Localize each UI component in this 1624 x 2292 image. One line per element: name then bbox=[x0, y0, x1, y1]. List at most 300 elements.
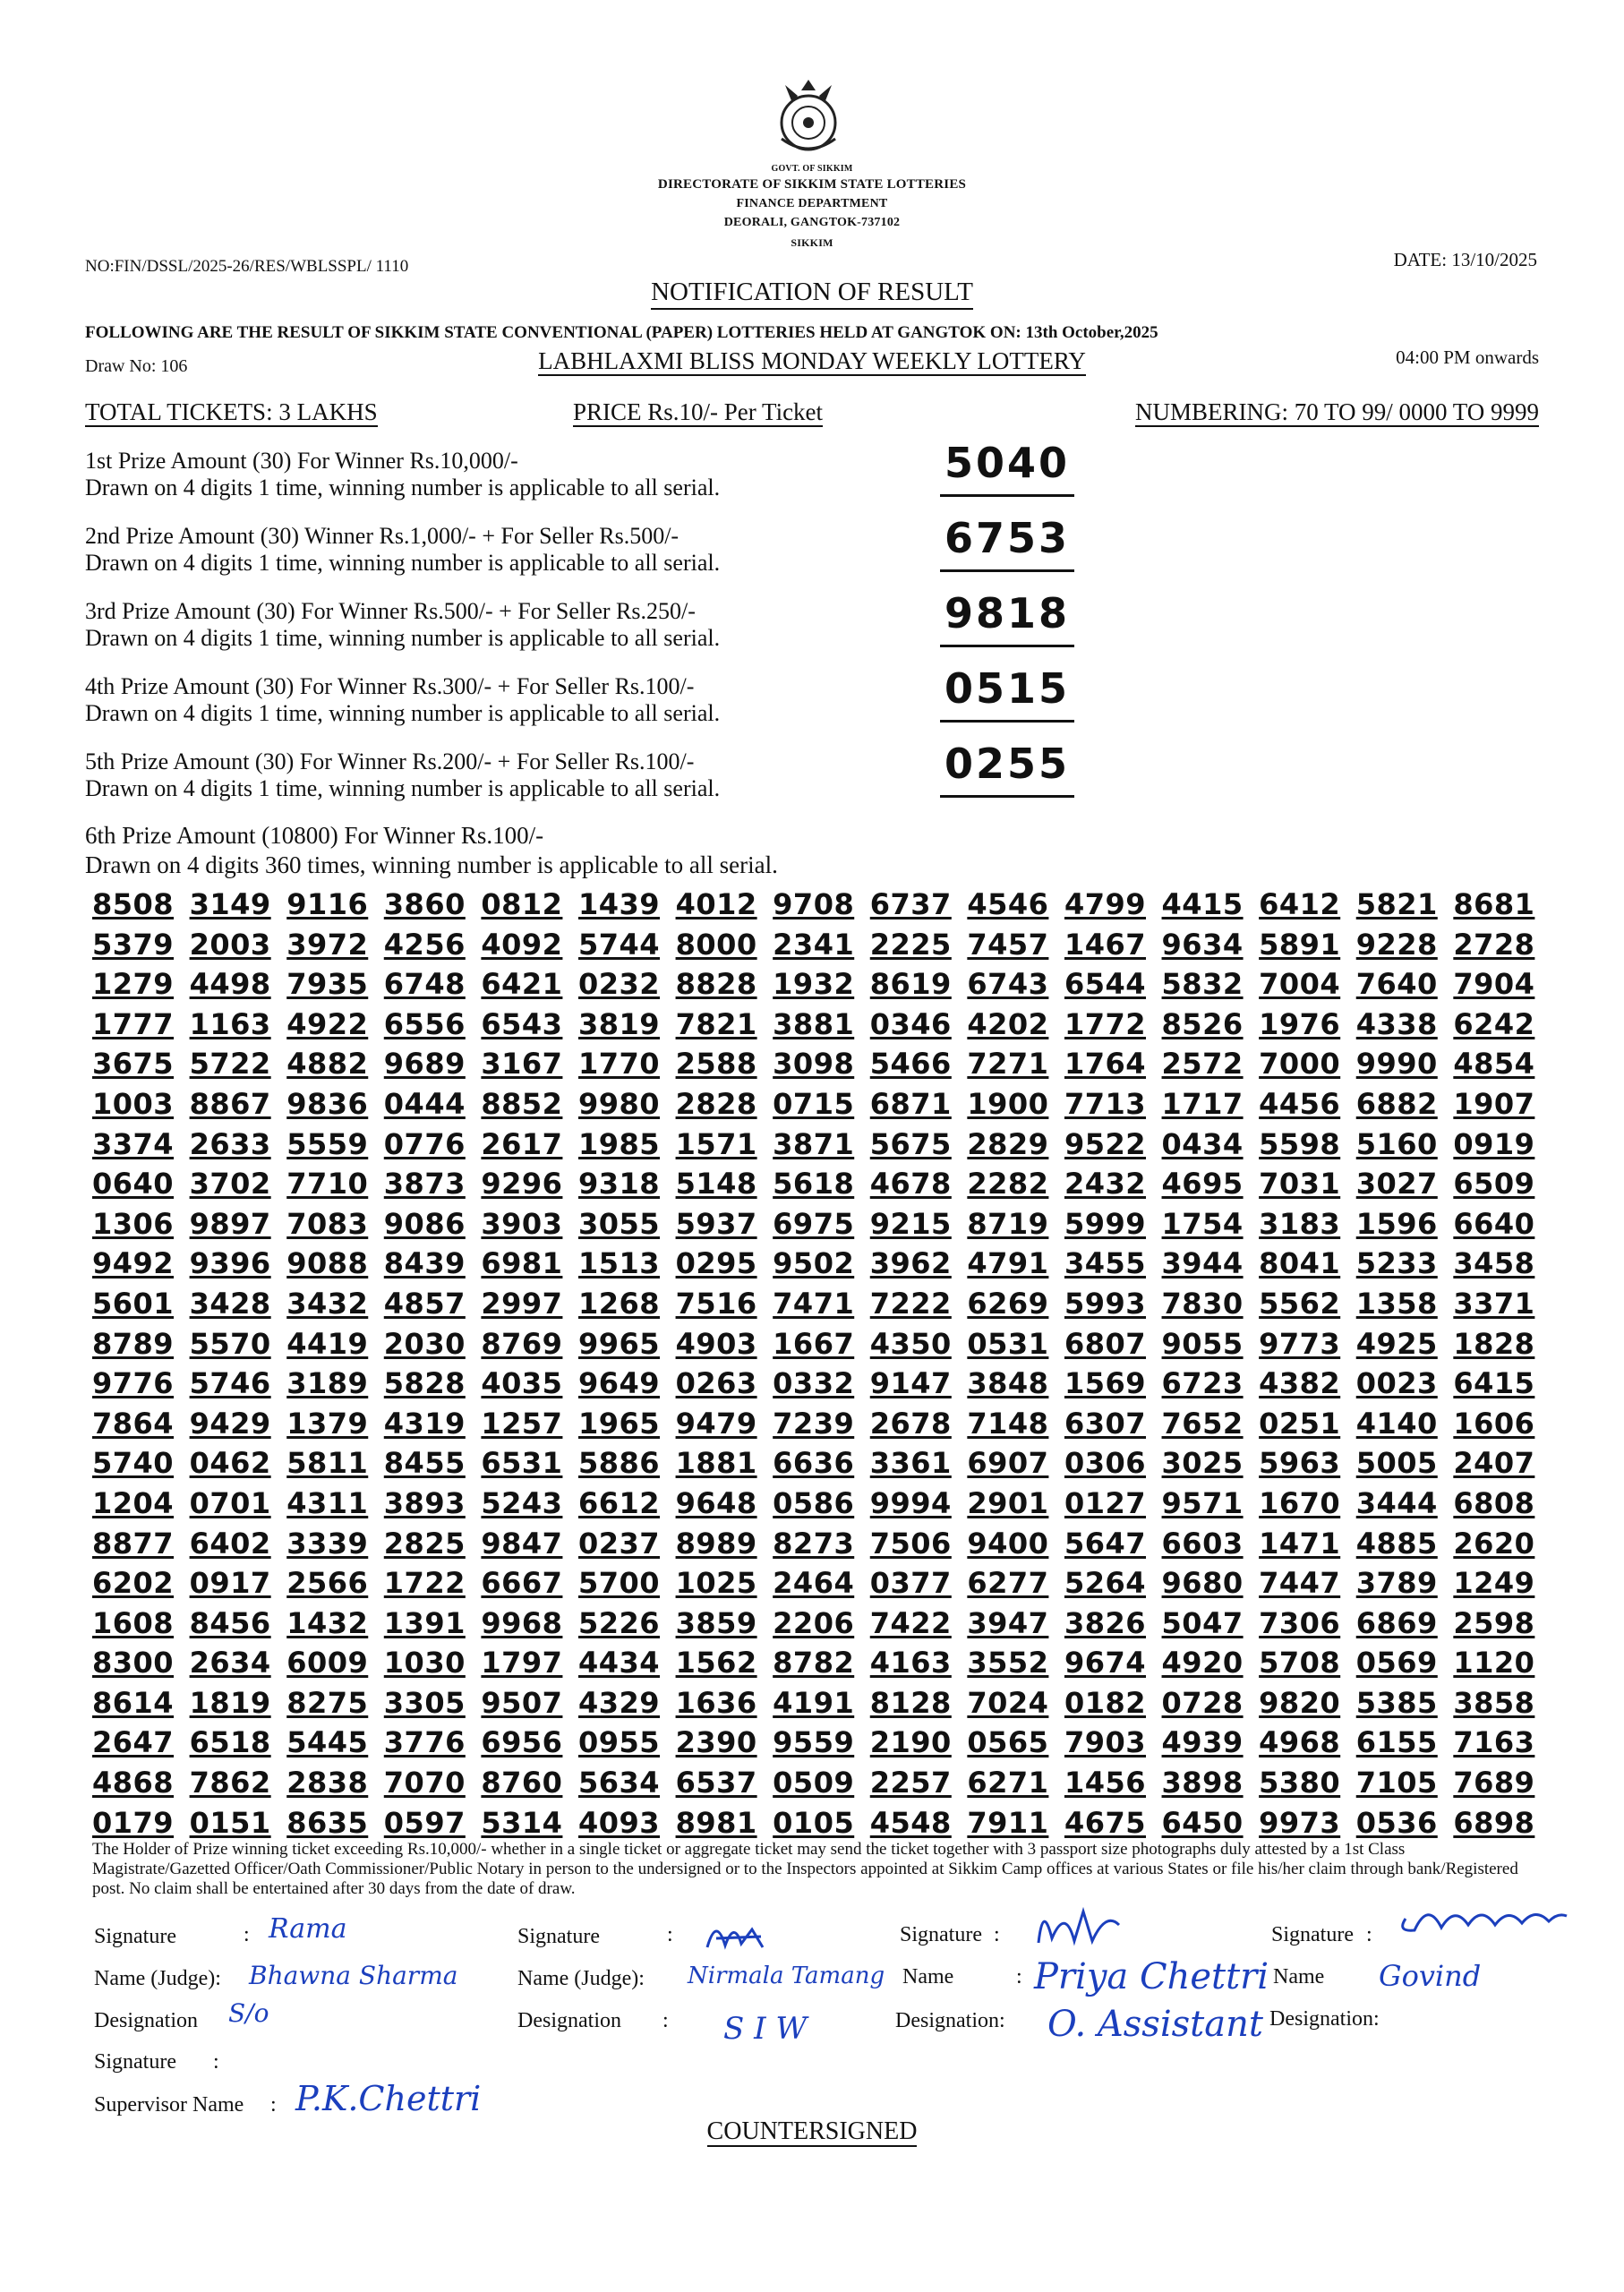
prize-6-number: 4925 bbox=[1355, 1326, 1438, 1361]
prize-2-amount: 2nd Prize Amount (30) Winner Rs.1,000/- + For Seller Rs.500/- bbox=[85, 523, 680, 549]
prize-row-4 bbox=[85, 664, 1088, 745]
prize-6-number: 6603 bbox=[1161, 1526, 1244, 1561]
prize-6-number: 6737 bbox=[869, 887, 952, 921]
prize-6-number: 5562 bbox=[1259, 1286, 1341, 1321]
prize-6-number: 6242 bbox=[1453, 1006, 1535, 1041]
prize-6-number: 7447 bbox=[1259, 1566, 1341, 1601]
prize-6-number: 1754 bbox=[1161, 1206, 1244, 1241]
prize-6-number: 6271 bbox=[967, 1766, 1049, 1800]
prize-6-number: 2997 bbox=[481, 1286, 563, 1321]
prize-6-number: 4092 bbox=[481, 927, 563, 962]
prize-6-number: 4338 bbox=[1355, 1006, 1438, 1041]
prize-6-number: 6612 bbox=[577, 1485, 661, 1520]
name1-signature: Bhawna Sharma bbox=[249, 1961, 458, 1990]
prize-2-rule: Drawn on 4 digits 1 time, winning number is applicable to all serial. bbox=[85, 550, 721, 576]
prize-6-number: 9897 bbox=[189, 1206, 271, 1241]
desig-col2-signature: S I W bbox=[723, 2011, 808, 2047]
prize-6-number: 5744 bbox=[577, 927, 661, 962]
prize-6-number: 7004 bbox=[1259, 967, 1341, 1002]
prize-6-number: 6748 bbox=[383, 967, 466, 1002]
prize-6-number: 7689 bbox=[1453, 1766, 1535, 1800]
prize-6-number: 9994 bbox=[869, 1485, 952, 1520]
prize-6-number: 1163 bbox=[189, 1006, 271, 1041]
prize-6-number: 4350 bbox=[869, 1326, 952, 1361]
prize-6-number: 2617 bbox=[481, 1126, 563, 1161]
prize-6-number: 4695 bbox=[1161, 1167, 1244, 1202]
prize-6-number: 8769 bbox=[481, 1326, 563, 1361]
prize-6-number: 4163 bbox=[869, 1646, 952, 1681]
prize-6-number: 0151 bbox=[189, 1805, 271, 1840]
prize-6-number: 6882 bbox=[1355, 1086, 1438, 1121]
prize-6-number: 2825 bbox=[383, 1526, 466, 1561]
prize-6-number: 0263 bbox=[675, 1366, 757, 1401]
prize-6-number: 6898 bbox=[1453, 1805, 1535, 1840]
prize-6-number: 0444 bbox=[383, 1086, 466, 1121]
prize-5-number: 0255 bbox=[940, 740, 1074, 798]
sig1-label: Signature bbox=[94, 1925, 176, 1948]
prize-6-number: 8041 bbox=[1259, 1246, 1341, 1281]
prize-6-number: 5047 bbox=[1161, 1605, 1244, 1640]
prize-6-number: 1596 bbox=[1355, 1206, 1438, 1241]
prize-6-number: 4256 bbox=[383, 927, 466, 962]
prize-6-number: 5264 bbox=[1064, 1566, 1146, 1601]
prize-6-number: 7516 bbox=[675, 1286, 757, 1321]
prize-6-number: 1358 bbox=[1355, 1286, 1438, 1321]
prize-6-number: 2901 bbox=[967, 1485, 1049, 1520]
prize-6-number: 2634 bbox=[189, 1646, 271, 1681]
numbering-text: NUMBERING: 70 TO 99/ 0000 TO 9999 bbox=[1134, 398, 1539, 425]
prize-6-number: 0251 bbox=[1259, 1406, 1341, 1441]
prize-6-number: 2257 bbox=[869, 1766, 952, 1800]
prize-6-number: 8852 bbox=[481, 1086, 563, 1121]
prize-6-number: 6509 bbox=[1453, 1167, 1535, 1202]
prize-6-number: 1777 bbox=[92, 1006, 175, 1041]
prize-3-number: 9818 bbox=[940, 589, 1074, 647]
prize-6-number: 1306 bbox=[92, 1206, 175, 1241]
prize-row-2 bbox=[85, 514, 1088, 594]
prize-6-number: 2432 bbox=[1064, 1167, 1146, 1202]
state-emblem-icon bbox=[765, 76, 851, 162]
prize-6-number: 9820 bbox=[1259, 1685, 1341, 1720]
prize-6-number: 7239 bbox=[773, 1406, 855, 1441]
prize-6-number: 4140 bbox=[1355, 1406, 1438, 1441]
claim-footnote: The Holder of Prize winning ticket exceeding Rs.10,000/- whether in a single ticket or aggregate ticket may send the ticket together with 3 passport size photographs duly attested by a 1st Class Magistrate/Gazetted Officer/Oath Commissioner/Public Notary in person to the undersigned or to the Inspectors appointed at Sikkim Camp offices at various States or file his/her claim through bank/Registered post. No claim shall be entertained after 30 days from the date of draw. bbox=[92, 1840, 1518, 1898]
prize-6-number: 5380 bbox=[1259, 1766, 1341, 1800]
prize-6-number: 1204 bbox=[92, 1485, 175, 1520]
prize-6-number: 9968 bbox=[481, 1605, 563, 1640]
prize-6-number: 5937 bbox=[675, 1206, 757, 1241]
prize-6-number: 9634 bbox=[1161, 927, 1244, 962]
prize-6-number: 7070 bbox=[383, 1766, 466, 1800]
prize-6-number: 5821 bbox=[1355, 887, 1438, 921]
prize-6-number: 2464 bbox=[773, 1566, 855, 1601]
desig1-signature: S/o bbox=[228, 1998, 269, 2028]
prize-6-number: 3183 bbox=[1259, 1206, 1341, 1241]
name-col2-signature: Nirmala Tamang bbox=[688, 1963, 885, 1989]
prize-6-number: 7652 bbox=[1161, 1406, 1244, 1441]
prize-6-number: 7935 bbox=[286, 967, 369, 1002]
prize-6-number: 9990 bbox=[1355, 1047, 1438, 1082]
prize-6-number: 5005 bbox=[1355, 1446, 1438, 1481]
prize-6-number: 0597 bbox=[383, 1805, 466, 1840]
prize-6-number: 3305 bbox=[383, 1685, 466, 1720]
prize-6-number: 3819 bbox=[577, 1006, 661, 1041]
prize-6-number: 8760 bbox=[481, 1766, 563, 1800]
prize-6-number: 6531 bbox=[481, 1446, 563, 1481]
prize-6-number: 4882 bbox=[286, 1047, 369, 1082]
prize-6-number: 4791 bbox=[967, 1246, 1049, 1281]
prize-6-number: 5746 bbox=[189, 1366, 271, 1401]
prize-6-number: 9228 bbox=[1355, 927, 1438, 962]
prize-6-number: 4498 bbox=[189, 967, 271, 1002]
prize-6-number: 4922 bbox=[286, 1006, 369, 1041]
prize-6-number: 2647 bbox=[92, 1725, 175, 1760]
prize-6-number: 7105 bbox=[1355, 1766, 1438, 1800]
prize-6-number: 0434 bbox=[1161, 1126, 1244, 1161]
prize-6-number: 5314 bbox=[481, 1805, 563, 1840]
prize-6-number: 6518 bbox=[189, 1725, 271, 1760]
prize-6-number: 9502 bbox=[773, 1246, 855, 1281]
prize-6-number: 8273 bbox=[773, 1526, 855, 1561]
prize-6-number: 5385 bbox=[1355, 1685, 1438, 1720]
prize-6-number: 8526 bbox=[1161, 1006, 1244, 1041]
prize-6-number: 9086 bbox=[383, 1206, 466, 1241]
draw-number: Draw No: 106 bbox=[85, 356, 188, 376]
prize-5-amount: 5th Prize Amount (30) For Winner Rs.200/- + For Seller Rs.100/- bbox=[85, 748, 695, 774]
prize-6-number: 2390 bbox=[675, 1725, 757, 1760]
prize-6-number: 5993 bbox=[1064, 1286, 1146, 1321]
prize-6-number: 3361 bbox=[869, 1446, 952, 1481]
prize-6-number: 2190 bbox=[869, 1725, 952, 1760]
prize-4-amount: 4th Prize Amount (30) For Winner Rs.300/- + For Seller Rs.100/- bbox=[85, 673, 695, 699]
prize-6-number: 1249 bbox=[1453, 1566, 1535, 1601]
prize-6-number: 6871 bbox=[869, 1086, 952, 1121]
prize-6-number: 3189 bbox=[286, 1366, 369, 1401]
prize-6-number: 1900 bbox=[967, 1086, 1049, 1121]
prize-6-number: 8455 bbox=[383, 1446, 466, 1481]
prize-6-number: 1456 bbox=[1064, 1766, 1146, 1800]
prize-6-number: 1606 bbox=[1453, 1406, 1535, 1441]
prize-6-number: 6202 bbox=[92, 1566, 175, 1601]
prize-6-number: 3025 bbox=[1161, 1446, 1244, 1481]
prize-6-number: 3776 bbox=[383, 1725, 466, 1760]
prize-6-number: 0509 bbox=[773, 1766, 855, 1800]
prize-6-number: 1120 bbox=[1453, 1646, 1535, 1681]
prize-6-number: 6640 bbox=[1453, 1206, 1535, 1241]
prize-6-number: 5226 bbox=[577, 1605, 661, 1640]
directorate-line: DIRECTORATE OF SIKKIM STATE LOTTERIES bbox=[657, 177, 967, 192]
prize-1-number: 5040 bbox=[940, 439, 1074, 497]
prize-6-number: 9649 bbox=[577, 1366, 661, 1401]
prize-6-number: 9680 bbox=[1161, 1566, 1244, 1601]
prize-6-number: 9492 bbox=[92, 1246, 175, 1281]
prize-6-number: 7271 bbox=[967, 1047, 1049, 1082]
prize-6-number: 2678 bbox=[869, 1406, 952, 1441]
prize-6-number: 8439 bbox=[383, 1246, 466, 1281]
prize-6-number: 2225 bbox=[869, 927, 952, 962]
reference-number: NO:FIN/DSSL/2025-26/RES/WBLSSPL/ 1110 bbox=[85, 257, 409, 276]
sig-col2-label: Signature bbox=[517, 1925, 600, 1948]
prize-6-number: 1569 bbox=[1064, 1366, 1146, 1401]
prize-6-number: 0536 bbox=[1355, 1805, 1438, 1840]
prize-6-number: 9522 bbox=[1064, 1126, 1146, 1161]
prize-6-number: 6155 bbox=[1355, 1725, 1438, 1760]
prize-6-number: 9396 bbox=[189, 1246, 271, 1281]
prize-6-number: 5828 bbox=[383, 1366, 466, 1401]
prize-6-number: 1667 bbox=[773, 1326, 855, 1361]
prize-6-number: 0295 bbox=[675, 1246, 757, 1281]
prize-6-number: 7710 bbox=[286, 1167, 369, 1202]
prize-6-number: 5886 bbox=[577, 1446, 661, 1481]
prize-6-number: 5700 bbox=[577, 1566, 661, 1601]
prize-6-number: 9689 bbox=[383, 1047, 466, 1082]
prize-6-number: 9836 bbox=[286, 1086, 369, 1121]
prize-6-number: 9116 bbox=[286, 887, 369, 921]
prize-6-number: 9055 bbox=[1161, 1326, 1244, 1361]
name-col4-signature: Govind bbox=[1379, 1959, 1482, 1993]
prize-6-number: 0812 bbox=[481, 887, 563, 921]
prize-6-number: 5160 bbox=[1355, 1126, 1438, 1161]
prize-6-number: 8989 bbox=[675, 1526, 757, 1561]
address-line: DEORALI, GANGTOK-737102 bbox=[723, 216, 901, 229]
prize-6-number: 4319 bbox=[383, 1406, 466, 1441]
prize-6-number: 2407 bbox=[1453, 1446, 1535, 1481]
prize-6-number: 4868 bbox=[92, 1766, 175, 1800]
prize-6-number: 3055 bbox=[577, 1206, 661, 1241]
prize-6-number: 1513 bbox=[577, 1246, 661, 1281]
sig-col3-scribble-icon bbox=[1030, 1898, 1128, 1952]
prize-6-number: 0332 bbox=[773, 1366, 855, 1401]
prize-6-number: 1819 bbox=[189, 1685, 271, 1720]
prize-6-number: 2341 bbox=[773, 927, 855, 962]
prize-row-5 bbox=[85, 740, 1088, 820]
prize-6-number: 9507 bbox=[481, 1685, 563, 1720]
sig2-label: Signature bbox=[94, 2050, 176, 2074]
prize-6-number: 2566 bbox=[286, 1566, 369, 1601]
prize-6-number: 0232 bbox=[577, 967, 661, 1002]
prize-6-number: 9973 bbox=[1259, 1805, 1341, 1840]
prize-6-number: 8877 bbox=[92, 1526, 175, 1561]
prize-6-number: 0023 bbox=[1355, 1366, 1438, 1401]
prize-6-number: 9965 bbox=[577, 1326, 661, 1361]
prize-6-number: 0306 bbox=[1064, 1446, 1146, 1481]
prize-6-number: 1562 bbox=[675, 1646, 757, 1681]
prize-6-number: 8000 bbox=[675, 927, 757, 962]
notification-title-text: NOTIFICATION OF RESULT bbox=[651, 278, 973, 310]
prize-6-number: 0127 bbox=[1064, 1485, 1146, 1520]
prize-6-number: 2598 bbox=[1453, 1605, 1535, 1640]
name-col2-label: Name (Judge): bbox=[517, 1967, 645, 1990]
prize-6-number: 3898 bbox=[1161, 1766, 1244, 1800]
sig1-signature: Rama bbox=[269, 1913, 347, 1945]
state-line: SIKKIM bbox=[791, 236, 833, 249]
prize-6-number: 9847 bbox=[481, 1526, 563, 1561]
prize-5-rule: Drawn on 4 digits 1 time, winning number is applicable to all serial. bbox=[85, 775, 721, 801]
prize-6-number: 0776 bbox=[383, 1126, 466, 1161]
prize-6-number: 8128 bbox=[869, 1685, 952, 1720]
supervisor-signature: P.K.Chettri bbox=[295, 2079, 482, 2118]
prize-6-number: 7862 bbox=[189, 1766, 271, 1800]
prize-6-number: 1828 bbox=[1453, 1326, 1535, 1361]
prize-6-number: 8789 bbox=[92, 1326, 175, 1361]
prize-6-number: 4799 bbox=[1064, 887, 1146, 921]
prize-6-number: 7506 bbox=[869, 1526, 952, 1561]
prize-6-number: 8300 bbox=[92, 1646, 175, 1681]
document-date: DATE: 13/10/2025 bbox=[1393, 249, 1537, 270]
prize-6-number: 3881 bbox=[773, 1006, 855, 1041]
prize-6-number: 6415 bbox=[1453, 1366, 1535, 1401]
prize-6-number: 1881 bbox=[675, 1446, 757, 1481]
prize-6-number: 3871 bbox=[773, 1126, 855, 1161]
prize-6-number: 8635 bbox=[286, 1805, 369, 1840]
prize-6-number: 3458 bbox=[1453, 1246, 1535, 1281]
prize-6-number: 7306 bbox=[1259, 1605, 1341, 1640]
prize-6-number: 4311 bbox=[286, 1485, 369, 1520]
name-col3-label: Name bbox=[902, 1965, 954, 1988]
prize-6-number: 5832 bbox=[1161, 967, 1244, 1002]
prize-6-number: 5634 bbox=[577, 1766, 661, 1800]
prize-6-number: 2572 bbox=[1161, 1047, 1244, 1082]
prize-6-number: 3455 bbox=[1064, 1246, 1146, 1281]
desig-col3-signature: O. Assistant bbox=[1047, 2004, 1263, 2045]
prize-3-rule: Drawn on 4 digits 1 time, winning number is applicable to all serial. bbox=[85, 625, 721, 651]
prize-6-number: 3893 bbox=[383, 1485, 466, 1520]
prize-row-1 bbox=[85, 439, 1088, 519]
countersigned-text: COUNTERSIGNED bbox=[706, 2117, 918, 2145]
prize-6-number: 7904 bbox=[1453, 967, 1535, 1002]
prize-6-number: 1764 bbox=[1064, 1047, 1146, 1082]
prize-6-number: 6723 bbox=[1161, 1366, 1244, 1401]
prize-6-number: 0569 bbox=[1355, 1646, 1438, 1681]
prize-6-number: 7163 bbox=[1453, 1725, 1535, 1760]
prize-6-number: 1471 bbox=[1259, 1526, 1341, 1561]
prize-6-number: 3858 bbox=[1453, 1685, 1535, 1720]
prize-6-number: 4885 bbox=[1355, 1526, 1438, 1561]
prize-4-number: 0515 bbox=[940, 664, 1074, 723]
prize-1-rule: Drawn on 4 digits 1 time, winning number is applicable to all serial. bbox=[85, 475, 721, 500]
total-tickets-text: TOTAL TICKETS: 3 LAKHS bbox=[85, 398, 378, 425]
prize-6-number: 9400 bbox=[967, 1526, 1049, 1561]
prize-6-number: 5466 bbox=[869, 1047, 952, 1082]
prize-6-number: 1976 bbox=[1259, 1006, 1341, 1041]
prize-6-number: 3947 bbox=[967, 1605, 1049, 1640]
prize-6-number: 3903 bbox=[481, 1206, 563, 1241]
prize-6-number: 9318 bbox=[577, 1167, 661, 1202]
sig-col4-scribble-icon bbox=[1392, 1896, 1571, 1937]
prize-6-number: 7903 bbox=[1064, 1725, 1146, 1760]
prize-6-number: 1932 bbox=[773, 967, 855, 1002]
prize-6-number: 0237 bbox=[577, 1526, 661, 1561]
lottery-name bbox=[0, 347, 1624, 375]
prize-6-number: 3428 bbox=[189, 1286, 271, 1321]
prize-6-number: 0919 bbox=[1453, 1126, 1535, 1161]
prize-6-number: 6975 bbox=[773, 1206, 855, 1241]
prize-6-number: 7083 bbox=[286, 1206, 369, 1241]
desig1-label: Designation bbox=[94, 2009, 198, 2032]
prize-6-number: 1003 bbox=[92, 1086, 175, 1121]
department-line: FINANCE DEPARTMENT bbox=[736, 197, 888, 210]
prize-6-number: 0179 bbox=[92, 1805, 175, 1840]
draw-time: 04:00 PM onwards bbox=[1396, 346, 1539, 368]
prize-6-number: 3848 bbox=[967, 1366, 1049, 1401]
prize-6-number: 6667 bbox=[481, 1566, 563, 1601]
prize-6-number: 5379 bbox=[92, 927, 175, 962]
prize-6-number: 4675 bbox=[1064, 1805, 1146, 1840]
prize-6-number: 7422 bbox=[869, 1605, 952, 1640]
prize-6-number: 7024 bbox=[967, 1685, 1049, 1720]
prize-6-number: 1025 bbox=[675, 1566, 757, 1601]
prize-6-number: 8867 bbox=[189, 1086, 271, 1121]
prize-6-number: 7222 bbox=[869, 1286, 952, 1321]
prize-6-number: 4903 bbox=[675, 1326, 757, 1361]
prize-6-number: 5570 bbox=[189, 1326, 271, 1361]
prize-6-number: 3873 bbox=[383, 1167, 466, 1202]
prize-6-number: 2620 bbox=[1453, 1526, 1535, 1561]
prize-6-number: 4329 bbox=[577, 1685, 661, 1720]
prize-6-number: 1257 bbox=[481, 1406, 563, 1441]
desig-col3-label: Designation: bbox=[895, 2009, 1005, 2032]
prize-6-number: 1907 bbox=[1453, 1086, 1535, 1121]
prize-6-number: 6450 bbox=[1161, 1805, 1244, 1840]
prize-6-header bbox=[85, 821, 778, 880]
lottery-name-text: LABHLAXMI BLISS MONDAY WEEKLY LOTTERY bbox=[538, 347, 1086, 374]
prize-6-number: 9215 bbox=[869, 1206, 952, 1241]
prize-6-number: 1670 bbox=[1259, 1485, 1341, 1520]
prize-6-number: 5618 bbox=[773, 1167, 855, 1202]
prize-6-number: 3167 bbox=[481, 1047, 563, 1082]
prize-6-number: 0462 bbox=[189, 1446, 271, 1481]
prize-6-number: 6421 bbox=[481, 967, 563, 1002]
ticket-price bbox=[573, 398, 823, 426]
prize-6-number: 8681 bbox=[1453, 887, 1535, 921]
prize-6-number: 8508 bbox=[92, 887, 175, 921]
prize-6-number: 3944 bbox=[1161, 1246, 1244, 1281]
prize-6-number: 9296 bbox=[481, 1167, 563, 1202]
prize-6-number: 0917 bbox=[189, 1566, 271, 1601]
prize-6-number: 3432 bbox=[286, 1286, 369, 1321]
prize-6-number: 9980 bbox=[577, 1086, 661, 1121]
prize-6-number: 1770 bbox=[577, 1047, 661, 1082]
prize-6-number: 2588 bbox=[675, 1047, 757, 1082]
prize-6-number: 6743 bbox=[967, 967, 1049, 1002]
prize-6-number: 2829 bbox=[967, 1126, 1049, 1161]
prize-6-number: 3826 bbox=[1064, 1605, 1146, 1640]
prize-6-number: 0346 bbox=[869, 1006, 952, 1041]
prize-6-number: 7031 bbox=[1259, 1167, 1341, 1202]
prize-6-number: 4012 bbox=[675, 887, 757, 921]
prize-6-number: 6537 bbox=[675, 1766, 757, 1800]
prize-6-number: 0715 bbox=[773, 1086, 855, 1121]
prize-6-number: 5999 bbox=[1064, 1206, 1146, 1241]
prize-6-number: 5445 bbox=[286, 1725, 369, 1760]
prize-6-number: 6556 bbox=[383, 1006, 466, 1041]
prize-6-number: 4093 bbox=[577, 1805, 661, 1840]
prize-6-number: 7713 bbox=[1064, 1086, 1146, 1121]
prize-6-number: 1797 bbox=[481, 1646, 563, 1681]
prize-6-number: 4920 bbox=[1161, 1646, 1244, 1681]
prize-6-number: 2003 bbox=[189, 927, 271, 962]
prize-6-number: 9479 bbox=[675, 1406, 757, 1441]
prize-6-number: 0728 bbox=[1161, 1685, 1244, 1720]
prize-6-number: 1636 bbox=[675, 1685, 757, 1720]
prize-6-number: 9773 bbox=[1259, 1326, 1341, 1361]
prize-6-number: 3860 bbox=[383, 887, 466, 921]
prize-6-number: 5963 bbox=[1259, 1446, 1341, 1481]
prize-6-number: 1608 bbox=[92, 1605, 175, 1640]
prize-6-number: 9088 bbox=[286, 1246, 369, 1281]
prize-6-number: 4419 bbox=[286, 1326, 369, 1361]
prize-6-number: 3444 bbox=[1355, 1485, 1438, 1520]
